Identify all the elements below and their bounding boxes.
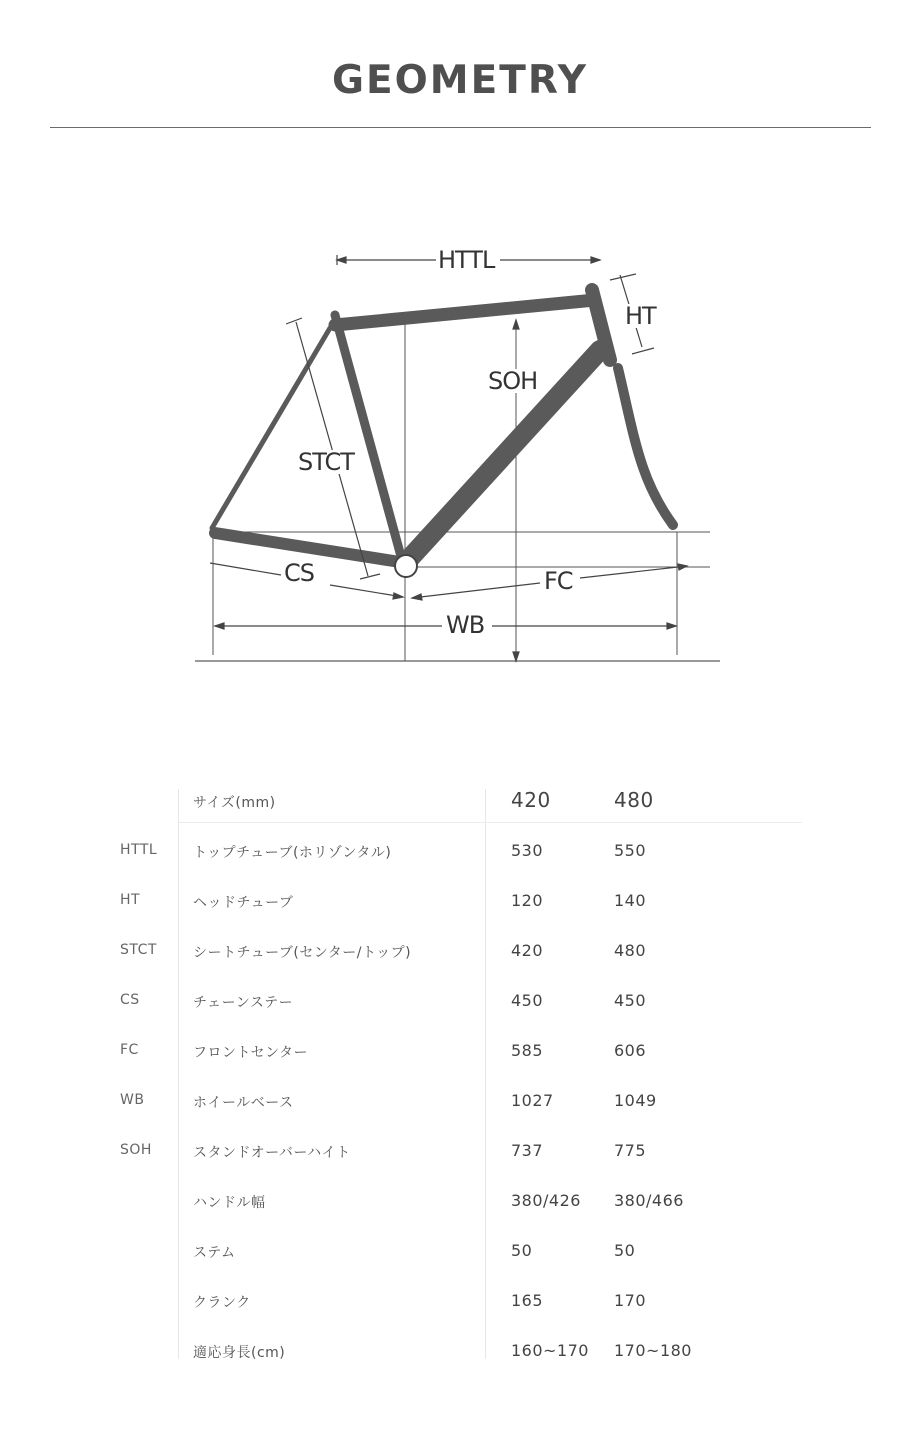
stct-label: STCT [298, 448, 354, 476]
page-title: GEOMETRY [332, 58, 588, 103]
row-value-420: 737 [511, 1141, 544, 1160]
row-name: チェーンステー [193, 995, 294, 1011]
row-value-420: 1027 [511, 1091, 554, 1110]
row-abbr: STCT [120, 942, 157, 958]
row-name: フロントセンター [193, 1045, 309, 1061]
row-value-480: 606 [614, 1041, 647, 1060]
row-value-420: 450 [511, 991, 544, 1010]
row-name: ホイールベース [193, 1095, 294, 1111]
row-value-480: 140 [614, 891, 647, 910]
row-abbr: WB [120, 1092, 145, 1108]
httl-label: HTTL [438, 246, 495, 274]
row-value-480: 1049 [614, 1091, 657, 1110]
row-abbr: HT [120, 892, 141, 908]
row-value-420: 120 [511, 891, 544, 910]
row-value-480: 480 [614, 941, 647, 960]
ht-label: HT [625, 302, 656, 330]
geometry-diagram [180, 246, 740, 690]
row-name: ステム [193, 1245, 236, 1261]
title-divider [50, 127, 871, 128]
row-name: 適応身長(cm) [193, 1345, 286, 1361]
row-value-480: 170~180 [614, 1341, 692, 1360]
row-value-420: 165 [511, 1291, 544, 1310]
row-name: スタンドオーバーハイト [193, 1145, 351, 1161]
row-value-480: 380/466 [614, 1191, 684, 1210]
row-abbr: SOH [120, 1142, 152, 1158]
fc-label: FC [544, 567, 573, 595]
row-abbr: CS [120, 992, 140, 1008]
wb-label: WB [446, 611, 485, 639]
row-value-420: 380/426 [511, 1191, 581, 1210]
row-value-480: 50 [614, 1241, 636, 1260]
row-value-420: 50 [511, 1241, 533, 1260]
cs-label: CS [284, 559, 314, 587]
row-value-420: 530 [511, 841, 544, 860]
size-header-label: サイズ(mm) [193, 795, 276, 811]
row-value-480: 450 [614, 991, 647, 1010]
row-name: ハンドル幅 [193, 1195, 266, 1211]
geometry-spec-table [0, 775, 920, 1375]
row-abbr: FC [120, 1042, 139, 1058]
table-header-divider [178, 822, 802, 823]
table-divider-left [178, 789, 179, 1359]
soh-label: SOH [488, 367, 538, 395]
size-420-header: 420 [511, 788, 551, 812]
row-name: クランク [193, 1295, 251, 1311]
row-abbr: HTTL [120, 842, 158, 858]
size-480-header: 480 [614, 788, 654, 812]
row-name: シートチューブ(センター/トップ) [193, 945, 412, 961]
row-value-420: 585 [511, 1041, 544, 1060]
row-value-420: 160~170 [511, 1341, 589, 1360]
row-value-480: 775 [614, 1141, 647, 1160]
table-divider-right [485, 789, 486, 1359]
row-value-480: 170 [614, 1291, 647, 1310]
row-name: トップチューブ(ホリゾンタル) [193, 845, 392, 861]
row-value-480: 550 [614, 841, 647, 860]
row-name: ヘッドチューブ [193, 895, 294, 911]
row-value-420: 420 [511, 941, 544, 960]
